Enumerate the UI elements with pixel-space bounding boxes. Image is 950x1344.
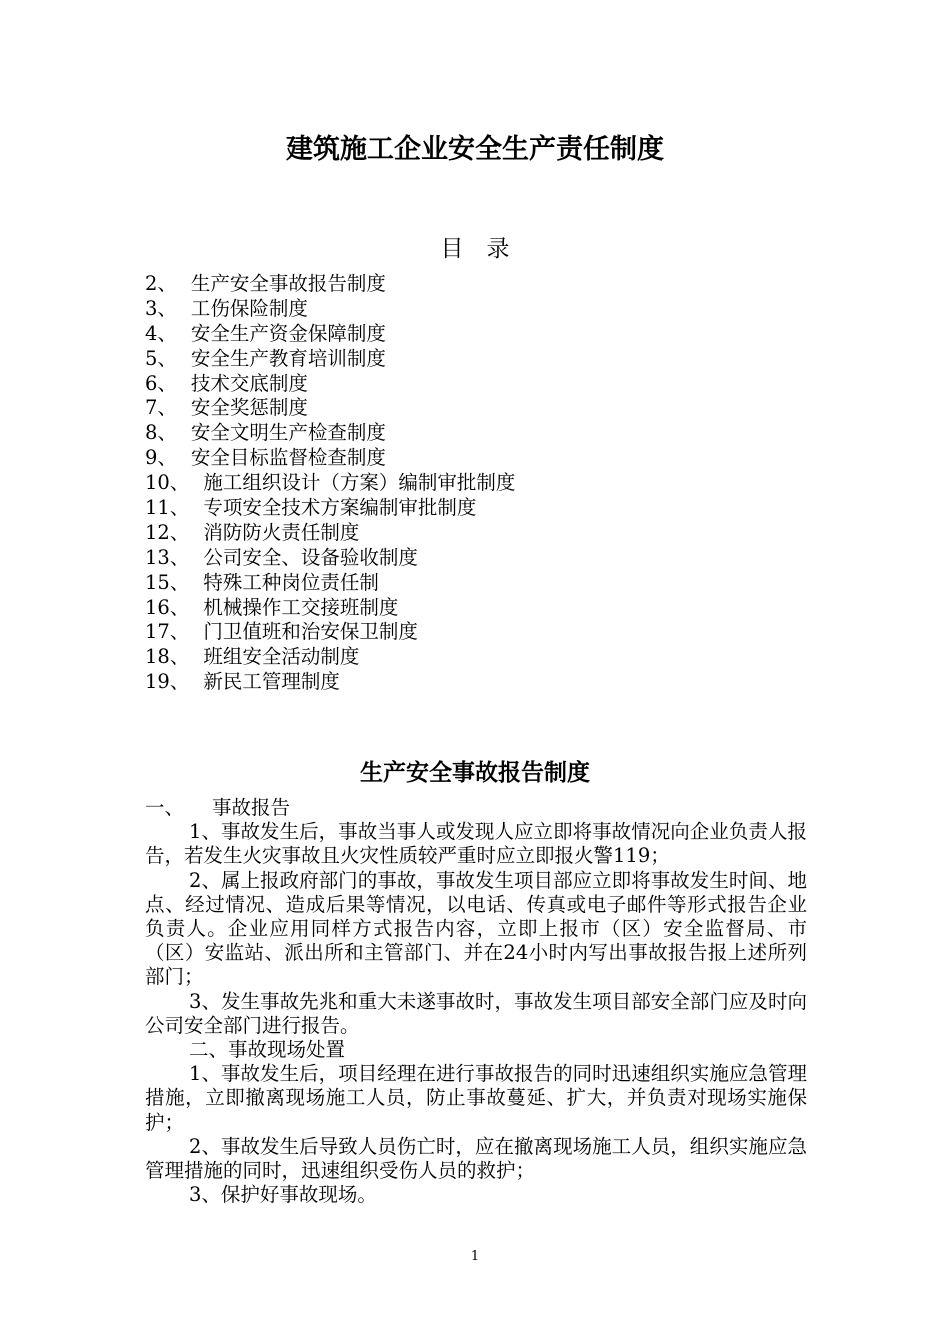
toc-item	[145, 620, 825, 645]
toc-item	[145, 645, 825, 670]
toc-item-text: 新民工管理制度	[203, 670, 340, 694]
toc-item-number: 15、	[145, 570, 190, 594]
toc-item-text: 安全文明生产检查制度	[190, 421, 386, 445]
paragraph: 3、保护好事故现场。	[189, 1183, 377, 1207]
heading-number: 一、	[145, 796, 185, 819]
toc-item-number: 16、	[145, 595, 190, 619]
toc-item-text: 机械操作工交接班制度	[203, 595, 399, 619]
toc-item-number: 5、	[145, 346, 177, 370]
toc-item-text: 公司安全、设备验收制度	[203, 545, 418, 569]
page-number: 1	[470, 1249, 480, 1264]
toc-title: 目 录	[440, 236, 510, 262]
toc-item-text: 专项安全技术方案编制审批制度	[203, 496, 477, 520]
toc-item-text: 消防防火责任制度	[203, 520, 360, 544]
document-title: 建筑施工企业安全生产责任制度	[286, 134, 664, 165]
toc-item-number: 4、	[145, 321, 177, 345]
toc-item-number: 9、	[145, 446, 177, 470]
toc-item-number: 2、	[145, 272, 177, 295]
toc-item-number: 11、	[145, 496, 190, 520]
toc-item-number: 6、	[145, 371, 177, 395]
toc-item-number: 8、	[145, 421, 177, 445]
toc-item-number: 19、	[145, 670, 190, 694]
paragraph: 3、发生事故先兆和重大未遂事故时，事故发生项目部安全部门应及时向公司安全部门进行报告。	[145, 989, 807, 1037]
toc-item	[145, 347, 825, 372]
paragraph: 2、事故发生后导致人员伤亡时，应在撤离现场施工人员，组织实施应急管理措施的同时，迅速组织受伤人员的救护；	[145, 1134, 807, 1183]
table-of-contents	[145, 272, 825, 695]
toc-item	[145, 272, 825, 297]
toc-item	[145, 596, 825, 621]
toc-item-text: 工伤保险制度	[190, 296, 308, 320]
toc-item	[145, 421, 825, 446]
toc-item-text: 安全奖惩制度	[190, 396, 308, 420]
toc-item	[145, 372, 825, 397]
toc-item	[145, 297, 825, 322]
toc-item-text: 门卫值班和治安保卫制度	[203, 620, 418, 644]
toc-item-text: 生产安全事故报告制度	[190, 272, 386, 295]
toc-item-text: 班组安全活动制度	[203, 645, 360, 669]
toc-item-number: 17、	[145, 620, 190, 644]
section-heading-1	[145, 796, 807, 820]
toc-item	[145, 670, 825, 695]
toc-item	[145, 571, 825, 596]
toc-item-number: 7、	[145, 396, 177, 420]
section-body	[145, 796, 807, 1207]
toc-item	[145, 471, 825, 496]
toc-item-number: 18、	[145, 645, 190, 669]
toc-item-text: 安全目标监督检查制度	[190, 446, 386, 470]
paragraph: 1、事故发生后，事故当事人或发现人应立即将事故情况向企业负责人报告，若发生火灾事故且火灾性质较严重时应立即报火警119；	[145, 820, 807, 868]
section-heading-2: 二、事故现场处置	[189, 1038, 346, 1062]
toc-item	[145, 496, 825, 521]
toc-item-text: 安全生产资金保障制度	[190, 321, 386, 345]
toc-item	[145, 446, 825, 471]
toc-item-number: 12、	[145, 520, 190, 544]
heading-text: 事故报告	[212, 796, 291, 819]
toc-item-text: 施工组织设计（方案）编制审批制度	[203, 471, 516, 495]
paragraph: 1、事故发生后，项目经理在进行事故报告的同时迅速组织实施应急管理措施，立即撤离现场施工人员，防止事故蔓延、扩大，并负责对现场实施保护；	[145, 1062, 807, 1134]
section-title: 生产安全事故报告制度	[360, 759, 590, 786]
toc-item-number: 13、	[145, 545, 190, 569]
paragraph: 2、属上报政府部门的事故，事故发生项目部应立即将事故发生时间、地点、经过情况、造成后果等情况，以电话、传真或电子邮件等形式报告企业负责人。企业应用同样方式报告内容，立即上报市（区）安全监督局、市（区）安监站、派出所和主管部门、并在24小时内写出事故报告报上述所列部门；	[145, 868, 807, 989]
toc-item	[145, 396, 825, 421]
toc-item-number: 3、	[145, 296, 177, 320]
toc-item	[145, 546, 825, 571]
toc-item-number: 10、	[145, 471, 190, 495]
toc-item-text: 特殊工种岗位责任制	[203, 570, 379, 594]
toc-item	[145, 322, 825, 347]
toc-item-text: 技术交底制度	[190, 371, 308, 395]
toc-item	[145, 521, 825, 546]
toc-item-text: 安全生产教育培训制度	[190, 346, 386, 370]
